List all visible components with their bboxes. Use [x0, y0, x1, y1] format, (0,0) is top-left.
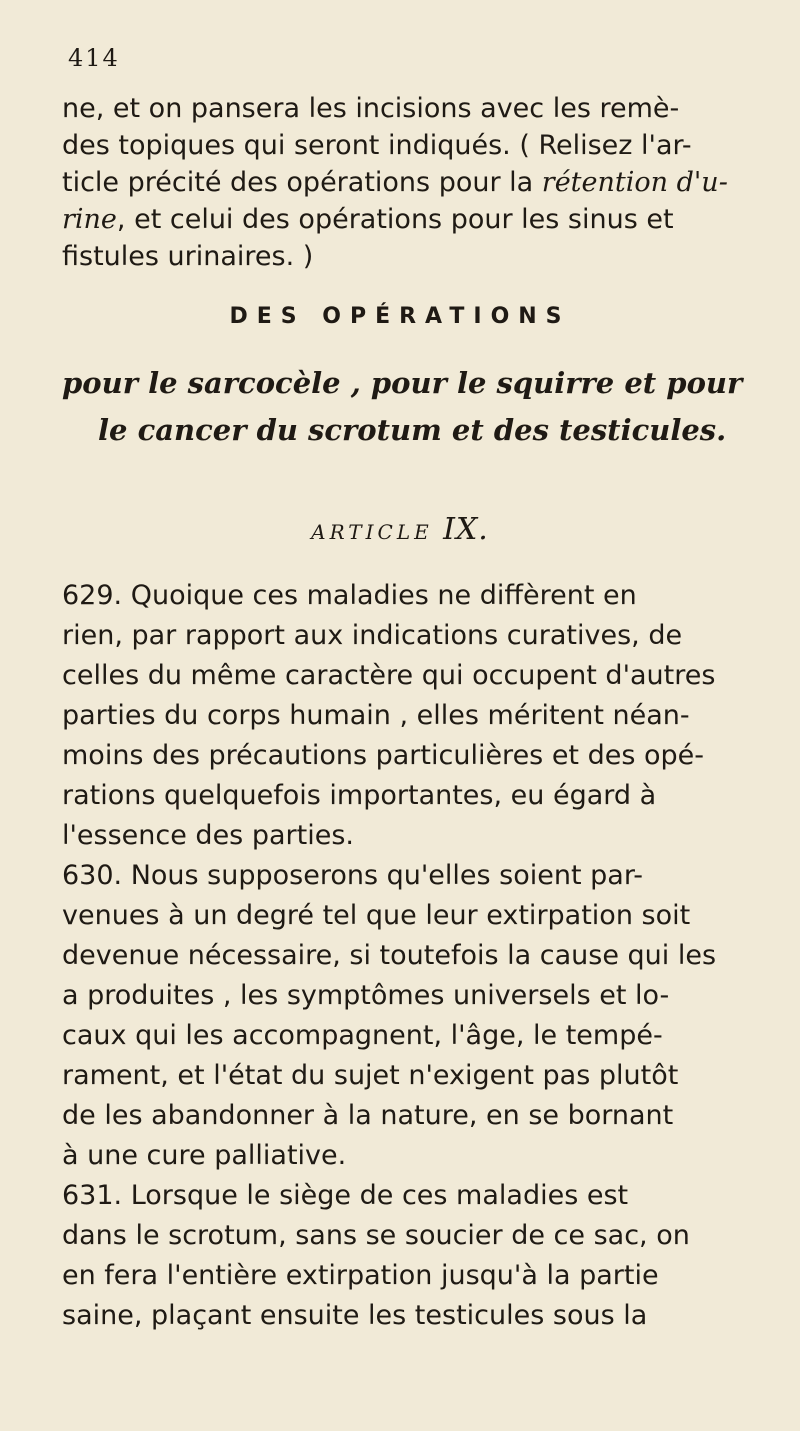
intro-line-3-text: ticle précité des opérations pour la [62, 167, 542, 198]
article-heading [0, 512, 800, 547]
intro-line-4-text: , et celui des opérations pour les sinus et [116, 204, 674, 235]
intro-line-2: des topiques qui seront indiqués. ( Relisez l'ar- [62, 130, 692, 161]
body-line: moins des précautions particulières et des opé- [62, 740, 705, 771]
body-line: venues à un degré tel que leur extirpation soit [62, 900, 691, 931]
body-line: rien, par rapport aux indications curatives, de [62, 620, 683, 651]
body-line: saine, plaçant ensuite les testicules sous la [62, 1300, 648, 1331]
body-line: dans le scrotum, sans se soucier de ce sac, on [62, 1220, 690, 1251]
intro-line-5: fistules urinaires. ) [62, 241, 314, 272]
body-line: parties du corps humain , elles méritent néan- [62, 700, 690, 731]
body-line: 630. Nous supposerons qu'elles soient par- [62, 860, 643, 891]
body-line: en fera l'entière extirpation jusqu'à la partie [62, 1260, 659, 1291]
intro-line-3-italic: rétention d'u- [541, 167, 728, 198]
body-line: 629. Quoique ces maladies ne diffèrent en [62, 580, 637, 611]
body-line: rament, et l'état du sujet n'exigent pas plutôt [62, 1060, 679, 1091]
body-line: l'essence des parties. [62, 820, 354, 851]
section-heading: DES OPÉRATIONS [229, 304, 571, 329]
intro-line-4 [62, 203, 674, 237]
body-line: 631. Lorsque le siège de ces maladies est [62, 1180, 629, 1211]
body-line: de les abandonner à la nature, en se bornant [62, 1100, 674, 1131]
body-line: a produites , les symptômes universels et lo- [62, 980, 670, 1011]
body-line: celles du même caractère qui occupent d'autres [62, 660, 716, 691]
body-line: caux qui les accompagnent, l'âge, le tempé- [62, 1020, 663, 1051]
intro-line-1: ne, et on pansera les incisions avec les remè- [62, 93, 680, 124]
intro-line-3 [62, 166, 728, 200]
body-line: à une cure palliative. [62, 1140, 347, 1171]
body-line: devenue nécessaire, si toutefois la cause qui les [62, 940, 717, 971]
body-line: rations quelquefois importantes, eu égard à [62, 780, 657, 811]
subtitle-line-2: le cancer du scrotum et des testicules. [98, 413, 727, 447]
subtitle-line-1: pour le sarcocèle , pour le squirre et pour [62, 366, 743, 400]
article-number: IX. [443, 512, 489, 547]
page-number: 414 [68, 44, 120, 72]
article-label: ARTICLE [311, 520, 433, 544]
intro-line-4-italic: rine [62, 204, 117, 235]
